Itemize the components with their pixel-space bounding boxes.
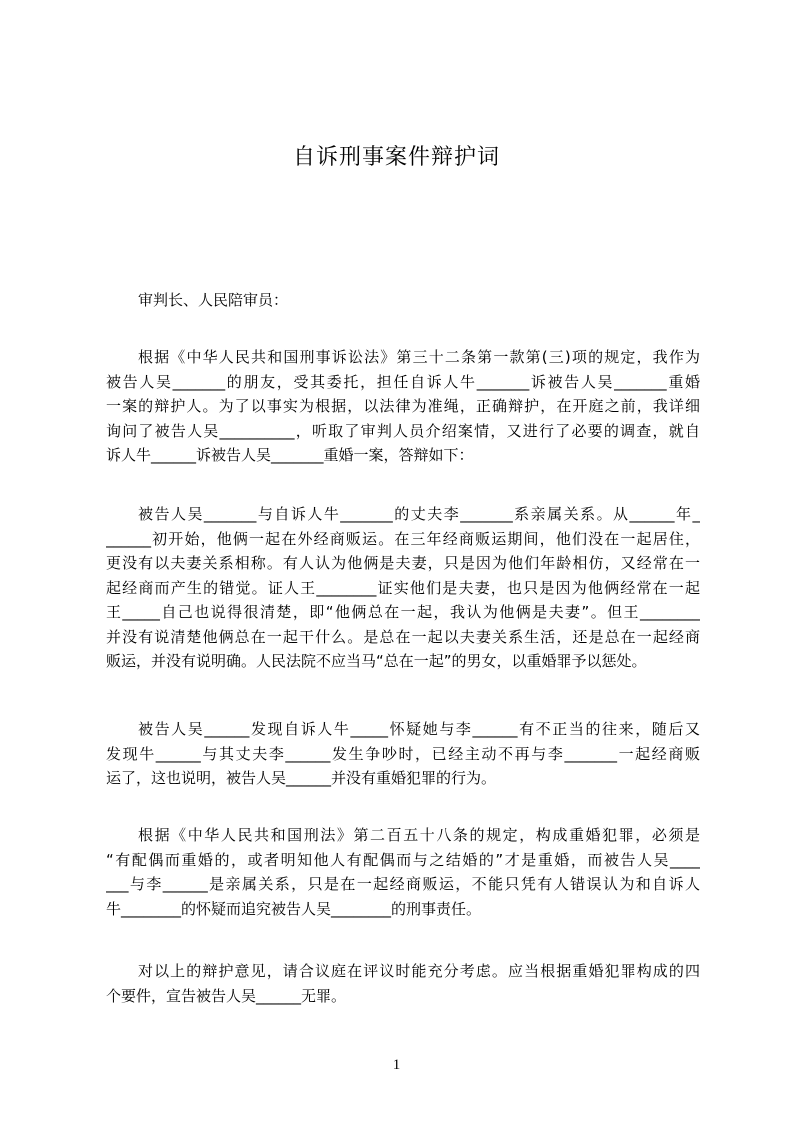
salutation: 审判长、人民陪审员： [138,291,289,309]
paragraph-line: 运了，这也说明，被告人吴______并没有重婚犯罪的行为。 [106,769,497,787]
paragraph-line: 并没有说清楚他俩总在一起干什么。是总在一起以夫妻关系生活，还是总在一起经商 [106,627,700,646]
paragraph-5 [106,959,700,1008]
paragraph-line: 根据《中华人民共和国刑法》第二百五十八条的规定，构成重婚犯罪，必须是 [138,826,700,844]
paragraph-line: 对以上的辩护意见，请合议庭在评议时能充分考虑。应当根据重婚犯罪构成的四 [138,962,700,980]
paragraph-line: 根据《中华人民共和国刑事诉讼法》第三十二条第一款第(三)项的规定，我作为 [138,348,700,366]
paragraph-line: 王_____自己也说得很清楚，即“他俩总在一起，我认为他俩是夫妻”。但王________ [106,603,700,621]
paragraph-line: ___与李______是亲属关系，只是在一起经商贩运，不能只凭有人错误认为和自诉人 [106,875,700,893]
paragraph-line: ______初开始，他俩一起在外经商贩运。在三年经商贩运期间，他们没在一起居住， [106,529,700,548]
paragraph-3 [106,717,700,791]
paragraph-line: 发现牛______与其丈夫李______发生争吵时，已经主动不再与李_______一起经商贩 [106,744,700,763]
paragraph-line: 个要件，宣告被告人吴______无罪。 [106,986,347,1005]
paragraph-line: 被告人吴_______的朋友，受其委托，担任自诉人牛_______诉被告人吴_______重婚 [106,372,700,391]
page-number: 1 [392,1057,401,1073]
paragraph-line: 贩运，并没有说明确。人民法院不应当马“总在一起”的男女，以重婚罪予以惩处。 [106,652,647,670]
paragraph-line: 起经商而产生的错觉。证人王________证实他们是夫妻，也只是因为他俩经常在一起 [106,578,700,597]
paragraph-line: 诉人牛______诉被告人吴_______重婚一案，答辩如下： [106,446,474,464]
paragraph-line: 被告人吴_______与自诉人牛_______的丈夫李_______系亲属关系。从______年_ [138,505,700,523]
paragraph-1 [106,345,700,468]
paragraph-line: 更没有以夫妻关系相称。有人认为他俩是夫妻，只是因为他们年龄相仿，又经常在一 [106,554,700,572]
paragraph-line: 被告人吴______发现自诉人牛_____怀疑她与李______有不正当的往来，随后又 [138,720,700,738]
paragraph-2 [106,502,700,674]
document-title: 自诉刑事案件辩护词 [292,145,500,170]
paragraph-line: “有配偶而重婚的，或者明知他人有配偶而与之结婚的”才是重婚，而被告人吴____ [106,850,700,869]
paragraph-4 [106,823,700,921]
paragraph-line: 牛________的怀疑而追究被告人吴________的刑事责任。 [106,899,482,918]
paragraph-line: 一案的辩护人。为了以事实为根据，以法律为准绳，正确辩护，在开庭之前，我详细 [106,397,700,415]
paragraph-line: 询问了被告人吴__________，听取了审判人员介绍案情，又进行了必要的调查，就自 [106,421,700,440]
